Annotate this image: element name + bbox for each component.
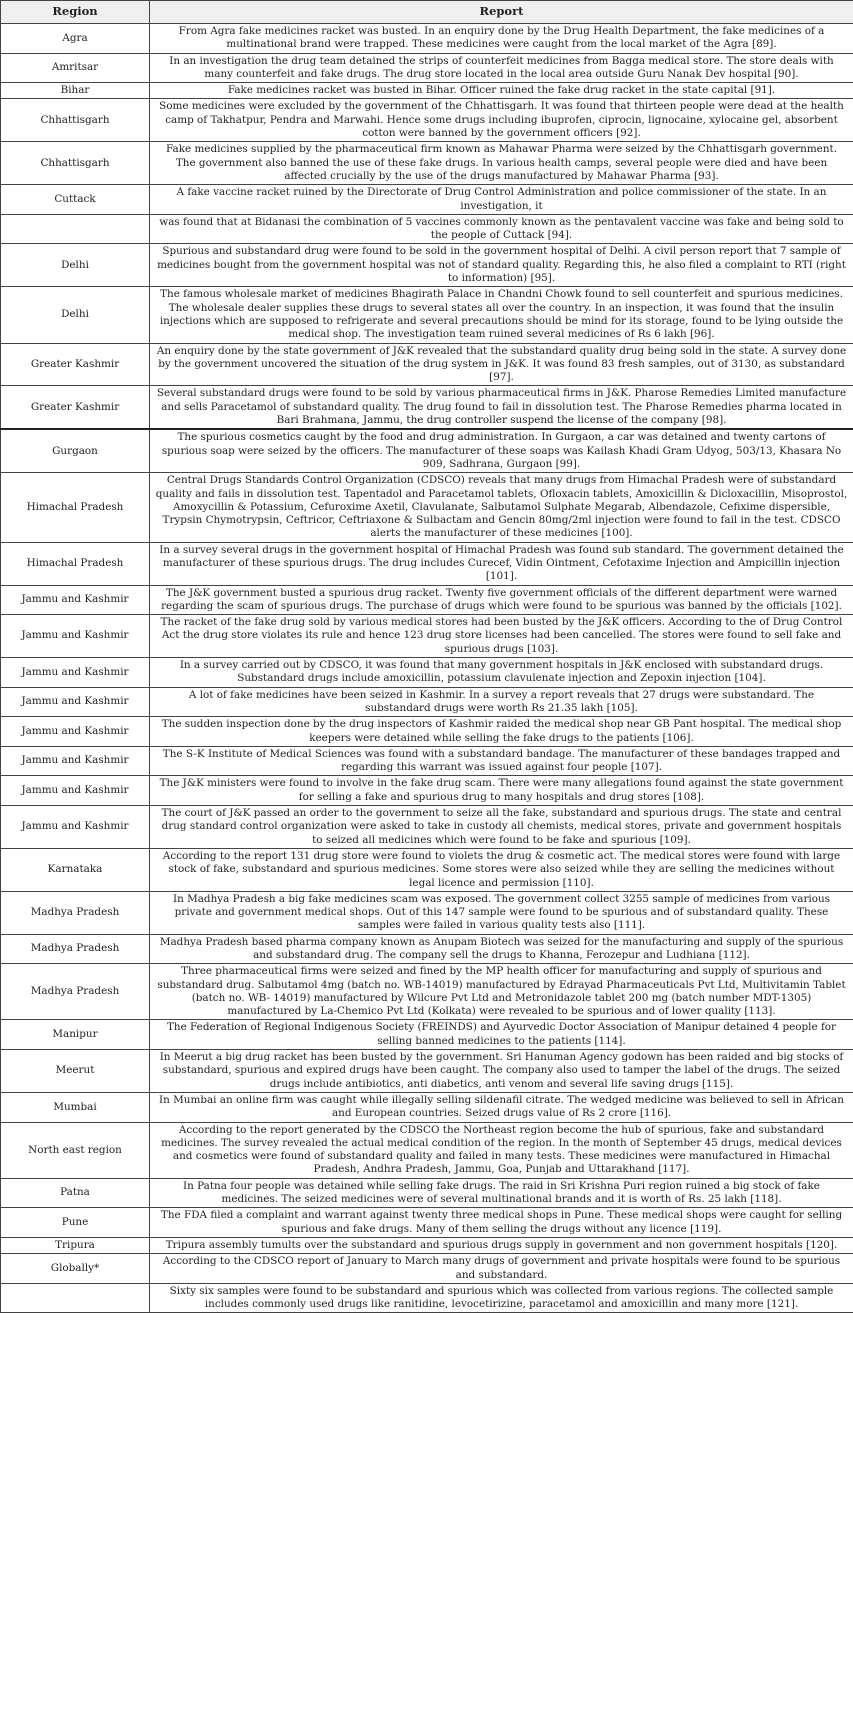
region-cell: Jammu and Kashmir	[1, 585, 150, 615]
table-row	[1, 687, 853, 717]
region-cell: Agra	[1, 24, 150, 54]
report-cell: An enquiry done by the state government of J&K revealed that the substandard quality drug being sold in the state. A survey done by the government uncovered the situation of the drug system in J&K. It was found 83 fresh samples, out of 3130, as substandard [97].	[150, 343, 853, 386]
table-row	[1, 1178, 853, 1208]
table-row	[1, 83, 853, 99]
table-row	[1, 717, 853, 747]
report-cell: In Madhya Pradesh a big fake medicines scam was exposed. The government collect 3255 sample of medicines from various private and government medical shops. Out of this 147 sample were found to be spurious and of substandard quality. These samples were failed in various quality tests also [111].	[150, 891, 853, 934]
report-cell: In a survey carried out by CDSCO, it was found that many government hospitals in J&K enclosed with substandard drugs. Substandard drugs include amoxicillin, potassium clavulenate injection and Zepoxin injection [104].	[150, 658, 853, 688]
report-cell: In Meerut a big drug racket has been busted by the government. Sri Hanuman Agency godown has been raided and big stocks of substandard, spurious and expired drugs have been caught. The company also used to tamper the label of the drugs. The seized drugs include antibiotics, anti diabetics, anti venom and several life saving drugs [115].	[150, 1050, 853, 1093]
report-cell: The S-K Institute of Medical Sciences was found with a substandard bandage. The manufacturer of these bandages trapped and regarding this warrant was issued against four people [107].	[150, 746, 853, 776]
table-row	[1, 1050, 853, 1093]
region-cell: Madhya Pradesh	[1, 934, 150, 964]
report-cell: In Mumbai an online firm was caught while illegally selling sildenafil citrate. The wedged medicine was believed to sell in African and European countries. Seized drugs value of Rs 2 crore [116].	[150, 1092, 853, 1122]
report-cell: Several substandard drugs were found to be sold by various pharmaceutical firms in J&K. Pharose Remedies Limited manufacture and sells Paracetamol of substandard quality. The drug found to fail in dissolution test. The Pharose Remedies pharma located in Bari Brahmana, Jammu, the drug controller suspend the license of the company [98].	[150, 386, 853, 429]
report-cell: According to the report 131 drug store were found to violets the drug & cosmetic act. The medical stores were found with large stock of fake, substandard and spurious medicines. Some stores were also seized while they are selling the medicines without legal licence and permission [110].	[150, 848, 853, 891]
region-cell: Manipur	[1, 1020, 150, 1050]
region-cell: Madhya Pradesh	[1, 891, 150, 934]
report-cell: In a survey several drugs in the government hospital of Himachal Pradesh was found sub standard. The government detained the manufacturer of these spurious drugs. The drug includes Curecef, Vidin Ointment, Cefotaxime Injection and Ampicillin injection [101].	[150, 542, 853, 585]
table-row	[1, 24, 853, 54]
report-cell: Fake medicines supplied by the pharmaceutical firm known as Mahawar Pharma were seized by the Chhattisgarh government. The government also banned the use of these fake drugs. In various health camps, several people were died and have been affected crucially by the use of the drugs manufactured by Mahawar Pharma [93].	[150, 142, 853, 185]
region-cell: Gurgaon	[1, 429, 150, 472]
report-cell: According to the CDSCO report of January to March many drugs of government and private hospitals were found to be spurious and substandard.	[150, 1254, 853, 1284]
region-cell: Jammu and Kashmir	[1, 776, 150, 806]
report-cell: Fake medicines racket was busted in Bihar. Officer ruined the fake drug racket in the state capital [91].	[150, 83, 853, 99]
region-cell: Jammu and Kashmir	[1, 687, 150, 717]
region-cell: Patna	[1, 1178, 150, 1208]
report-cell: was found that at Bidanasi the combination of 5 vaccines commonly known as the pentavalent vaccine was fake and being sold to the people of Cuttack [94].	[150, 214, 853, 244]
table-row	[1, 964, 853, 1020]
table-row	[1, 473, 853, 542]
table-row	[1, 214, 853, 244]
region-cell: Himachal Pradesh	[1, 542, 150, 585]
report-cell: Central Drugs Standards Control Organization (CDSCO) reveals that many drugs from Himachal Pradesh were of substandard quality and fails in dissolution test. Tapentadol and Paracetamol tablets, Ofloxacin tablets, Amoxicillin & Dicloxacillin, Misoprostol, Amoxycillin & Potassium, Cefuroxime Axetil, Clavulanate, Salbutamol Sulphate Megarab, Albendazole, Cefixime dispersible, Trypsin Chymotrypsin, Ceftricor, Ceftriaxone & Sulbactam and Gencin 80mg/2ml injection were found to fail in the test. CDSCO alerts the manufacturer of these medicines [100].	[150, 473, 853, 542]
region-cell: North east region	[1, 1122, 150, 1178]
report-cell: The J&K government busted a spurious drug racket. Twenty five government officials of the different department were warned regarding the scam of spurious drugs. The purchase of drugs which were found to be spurious was banned by the officials [102].	[150, 585, 853, 615]
report-cell: The sudden inspection done by the drug inspectors of Kashmir raided the medical shop near GB Pant hospital. The medical shop keepers were detained while selling the fake drugs to the patients [106].	[150, 717, 853, 747]
table-row	[1, 746, 853, 776]
region-cell: Chhattisgarh	[1, 142, 150, 185]
region-cell: Cuttack	[1, 185, 150, 215]
region-cell: Karnataka	[1, 848, 150, 891]
region-cell: Delhi	[1, 244, 150, 287]
report-cell: The Federation of Regional Indigenous Society (FREINDS) and Ayurvedic Doctor Association of Manipur detained 4 people for selling banned medicines to the patients [114].	[150, 1020, 853, 1050]
report-cell: A lot of fake medicines have been seized in Kashmir. In a survey a report reveals that 27 drugs were substandard. The substandard drugs were worth Rs 21.35 lakh [105].	[150, 687, 853, 717]
table-row	[1, 429, 853, 472]
region-cell: Meerut	[1, 1050, 150, 1093]
region-cell: Jammu and Kashmir	[1, 615, 150, 658]
report-cell: The racket of the fake drug sold by various medical stores had been busted by the J&K officers. According to the of Drug Control Act the drug store violates its rule and hence 123 drug store licenses had been cancelled. The stores were found to sell fake and spurious drugs [103].	[150, 615, 853, 658]
table-row	[1, 934, 853, 964]
region-cell: Mumbai	[1, 1092, 150, 1122]
table-row	[1, 776, 853, 806]
table-row	[1, 1208, 853, 1238]
table-row	[1, 53, 853, 83]
report-cell: According to the report generated by the CDSCO the Northeast region become the hub of spurious, fake and substandard medicines. The survey revealed the actual medical condition of the region. In the month of September 45 drugs, medical devices and cosmetics were found of substandard quality and failed in many tests. These medicines were manufactured in Himachal Pradesh, Andhra Pradesh, Jammu, Goa, Punjab and Uttarakhand [117].	[150, 1122, 853, 1178]
table-row	[1, 1020, 853, 1050]
report-cell: Sixty six samples were found to be substandard and spurious which was collected from various regions. The collected sample includes commonly used drugs like ranitidine, levocetirizine, paracetamol and amoxicillin and many more [121].	[150, 1283, 853, 1313]
table-row	[1, 615, 853, 658]
header-region: Region	[1, 1, 150, 24]
report-cell: Some medicines were excluded by the government of the Chhattisgarh. It was found that thirteen people were dead at the health camp of Takhatpur, Pendra and Marwahi. Hence some drugs including ibuprofen, ciprocin, lignocaine, xylocaine gel, absorbent cotton were banned by the government officers [92].	[150, 99, 853, 142]
table-row	[1, 244, 853, 287]
report-cell: The FDA filed a complaint and warrant against twenty three medical shops in Pune. These medical shops were caught for selling spurious and fake drugs. Many of them selling the drugs without any licence [119].	[150, 1208, 853, 1238]
table-row	[1, 185, 853, 215]
region-cell: Pune	[1, 1208, 150, 1238]
table-row	[1, 1122, 853, 1178]
report-cell: In Patna four people was detained while selling fake drugs. The raid in Sri Krishna Puri region ruined a big stock of fake medicines. The seized medicines were of several multinational brands and it is worth of Rs. 25 lakh [118].	[150, 1178, 853, 1208]
table-row	[1, 343, 853, 386]
table-row	[1, 848, 853, 891]
region-cell: Jammu and Kashmir	[1, 717, 150, 747]
region-cell: Bihar	[1, 83, 150, 99]
region-cell: Greater Kashmir	[1, 386, 150, 429]
table-row	[1, 142, 853, 185]
table-header-row	[1, 1, 853, 24]
report-cell: The spurious cosmetics caught by the food and drug administration. In Gurgaon, a car was detained and twenty cartons of spurious soap were seized by the officers. The manufacturer of these soaps was Kailash Khadi Gram Udyog, 503/13, Khasara No 909, Sadhrana, Gurgaon [99].	[150, 429, 853, 472]
region-cell: Himachal Pradesh	[1, 473, 150, 542]
table-row	[1, 585, 853, 615]
region-cell: Delhi	[1, 287, 150, 343]
region-cell: Jammu and Kashmir	[1, 806, 150, 849]
report-cell: In an investigation the drug team detained the strips of counterfeit medicines from Bagga medical store. The store deals with many counterfeit and fake drugs. The drug store located in the local area outside Guru Nanak Dev hospital [90].	[150, 53, 853, 83]
report-cell: From Agra fake medicines racket was busted. In an enquiry done by the Drug Health Department, the fake medicines of a multinational brand were trapped. These medicines were caught from the local market of the Agra [89].	[150, 24, 853, 54]
region-cell	[1, 1283, 150, 1313]
region-cell: Jammu and Kashmir	[1, 658, 150, 688]
region-cell: Jammu and Kashmir	[1, 746, 150, 776]
table-row	[1, 287, 853, 343]
header-report: Report	[150, 1, 853, 24]
report-cell: The court of J&K passed an order to the government to seize all the fake, substandard and spurious drugs. The state and central drug standard control organization were asked to take in custody all chemists, medical stores, private and government hospitals to seized all medicines which were found to be fake and spurious [109].	[150, 806, 853, 849]
report-cell: A fake vaccine racket ruined by the Directorate of Drug Control Administration and police commissioner of the state. In an investigation, it	[150, 185, 853, 215]
report-cell: Madhya Pradesh based pharma company known as Anupam Biotech was seized for the manufacturing and supply of the spurious and substandard drug. The company sell the drugs to Khanna, Ferozepur and Ludhiana [112].	[150, 934, 853, 964]
table-row	[1, 386, 853, 429]
table-row	[1, 806, 853, 849]
region-cell: Tripura	[1, 1237, 150, 1253]
table-row	[1, 99, 853, 142]
report-cell: The famous wholesale market of medicines Bhagirath Palace in Chandni Chowk found to sell counterfeit and spurious medicines. The wholesale dealer supplies these drugs to several states all over the country. In an inspection, it was found that the insulin injections which are supposed to refrigerate and several precautions should be mind for its storage, found to be lying outside the medical shop. The investigation team ruined several medicines of Rs 6 lakh [96].	[150, 287, 853, 343]
region-cell: Greater Kashmir	[1, 343, 150, 386]
report-cell: Spurious and substandard drug were found to be sold in the government hospital of Delhi. A civil person report that 7 sample of medicines bought from the government hospital was not of standard quality. Regarding this, he also filed a complaint to RTI (right to information) [95].	[150, 244, 853, 287]
table-row	[1, 1092, 853, 1122]
table-row	[1, 1254, 853, 1284]
table-row	[1, 542, 853, 585]
report-cell: Three pharmaceutical firms were seized and fined by the MP health officer for manufacturing and supply of spurious and substandard drug. Salbutamol 4mg (batch no. WB-14019) manufactured by Edrayad Pharmaceuticals Pvt Ltd, Multivitamin Tablet (batch no. WB- 14019) manufactured by Wilcure Pvt Ltd and Metronidazole tablet 200 mg (batch number MDT-1305) manufactured by La-Chemico Pvt Ltd (Kolkata) were revealed to be spurious and of lower quality [113].	[150, 964, 853, 1020]
table-row	[1, 1237, 853, 1253]
report-cell: The J&K ministers were found to involve in the fake drug scam. There were many allegations found against the state government for selling a fake and spurious drug to many hospitals and drug stores [108].	[150, 776, 853, 806]
table-row	[1, 658, 853, 688]
table-row	[1, 1283, 853, 1313]
region-cell	[1, 214, 150, 244]
region-cell: Amritsar	[1, 53, 150, 83]
table-row	[1, 891, 853, 934]
report-cell: Tripura assembly tumults over the substandard and spurious drugs supply in government and non government hospitals [120].	[150, 1237, 853, 1253]
region-cell: Globally*	[1, 1254, 150, 1284]
region-cell: Chhattisgarh	[1, 99, 150, 142]
table-body	[1, 24, 853, 1313]
region-cell: Madhya Pradesh	[1, 964, 150, 1020]
